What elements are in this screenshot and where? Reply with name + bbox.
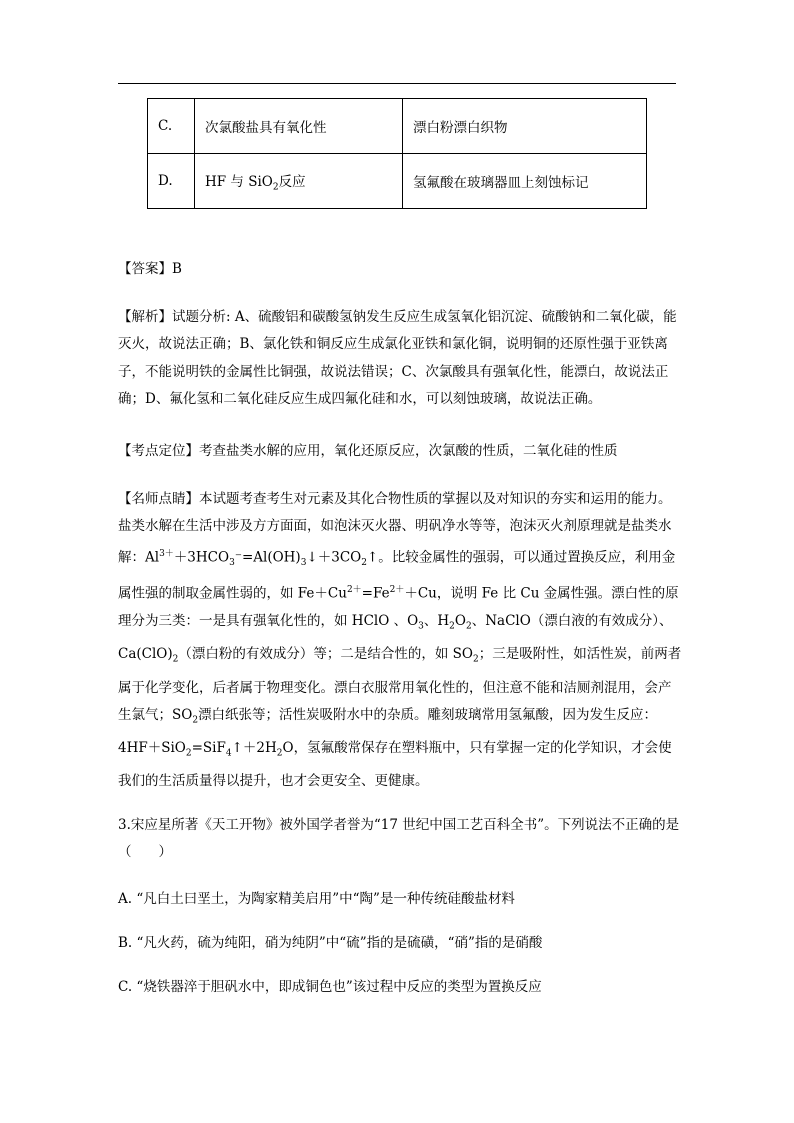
mingshi: 【名师点睛】本试题考查考生对元素及其化合物性质的掌握以及对知识的夯实和运用的能力。盐类水解在生活中涉及方方面面，如泡沫灭火器、明矾净水等等，泡沫灭火剂原理就是盐类水解：$Al^{3+}+3HCO_3^-=Al(OH)_3↓+3CO_2↑$。比较金属性的强弱，可以通过置换反应，利用金属性强的制取金属性弱的，如 $Fe+Cu^{2+}=Fe^{2+}+Cu$，说明 Fe 比 Cu 金属性强。漂白性的原理分为三类：一是具有强氧化性的，如 HClO 、$O_3$、$H_2O_2$、NaClO（漂白液的有效成分）、$Ca(ClO)_2$（漂白粉的有效成分）等；二是结合性的，如 $SO_2$；三是吸附性，如活性炭，前两者属于化学变化，后者属于物理变化。漂白衣服常用氧化性的，但注意不能和洁厕剂混用，会产生氯气；$SO_2$漂白纸张等；活性炭吸附水中的杂质。雕刻玻璃常用氢氟酸，因为发生反应：$4HF+SiO_2=SiF_4↑+2H_2O$，氢氟酸常保存在塑料瓶中，只有掌握一定的化学知识，才会使我们的生活质量得以提升，也才会更安全、更健康。 <box>118 491 682 790</box>
answer: 【答案】B <box>118 261 182 277</box>
row-letter: D. <box>148 154 195 209</box>
table-row <box>148 154 647 209</box>
option-b: B. “凡火药，硫为纯阳，硝为纯阴”中“硫”指的是硫磺，“硝”指的是硝酸 <box>118 935 543 951</box>
analysis: 【解析】试题分析: A、硫酸铝和碳酸氢钠发生反应生成氢氧化铝沉淀、硫酸钠和二氧化碳，能灭火，故说法正确；B、氯化铁和铜反应生成氯化亚铁和氯化铜，说明铜的还原性强于亚铁离子，不能说明铁的金属性比铜强，故说法错误；C、次氯酸具有强氧化性，能漂白，故说法正确；D、氟化氢和二氧化硅反应生成四氟化硅和水，可以刻蚀玻璃，故说法正确。 <box>118 309 677 408</box>
header-rule <box>118 83 676 84</box>
row-use: 氢氟酸在玻璃器皿上刻蚀标记 <box>403 154 647 209</box>
options-table <box>147 98 647 209</box>
row-use: 漂白粉漂白织物 <box>403 99 647 154</box>
row-fact: 次氯酸盐具有氧化性 <box>195 99 403 154</box>
question-3-stem: 3.宋应星所著《天工开物》被外国学者誉为“17 世纪中国工艺百科全书”。下列说法不正确的是（ ） <box>118 817 680 861</box>
row-letter: C. <box>148 99 195 154</box>
row-fact: HF 与 SiO$_2$反应 <box>195 154 403 209</box>
table-row <box>148 99 647 154</box>
kaodian: 【考点定位】考查盐类水解的应用，氧化还原反应，次氯酸的性质，二氧化硅的性质 <box>118 443 618 459</box>
option-a: A. “凡白土曰垩土，为陶家精美启用”中“陶”是一种传统硅酸盐材料 <box>118 891 515 907</box>
option-c: C. “烧铁器淬于胆矾水中，即成铜色也”该过程中反应的类型为置换反应 <box>118 979 542 995</box>
